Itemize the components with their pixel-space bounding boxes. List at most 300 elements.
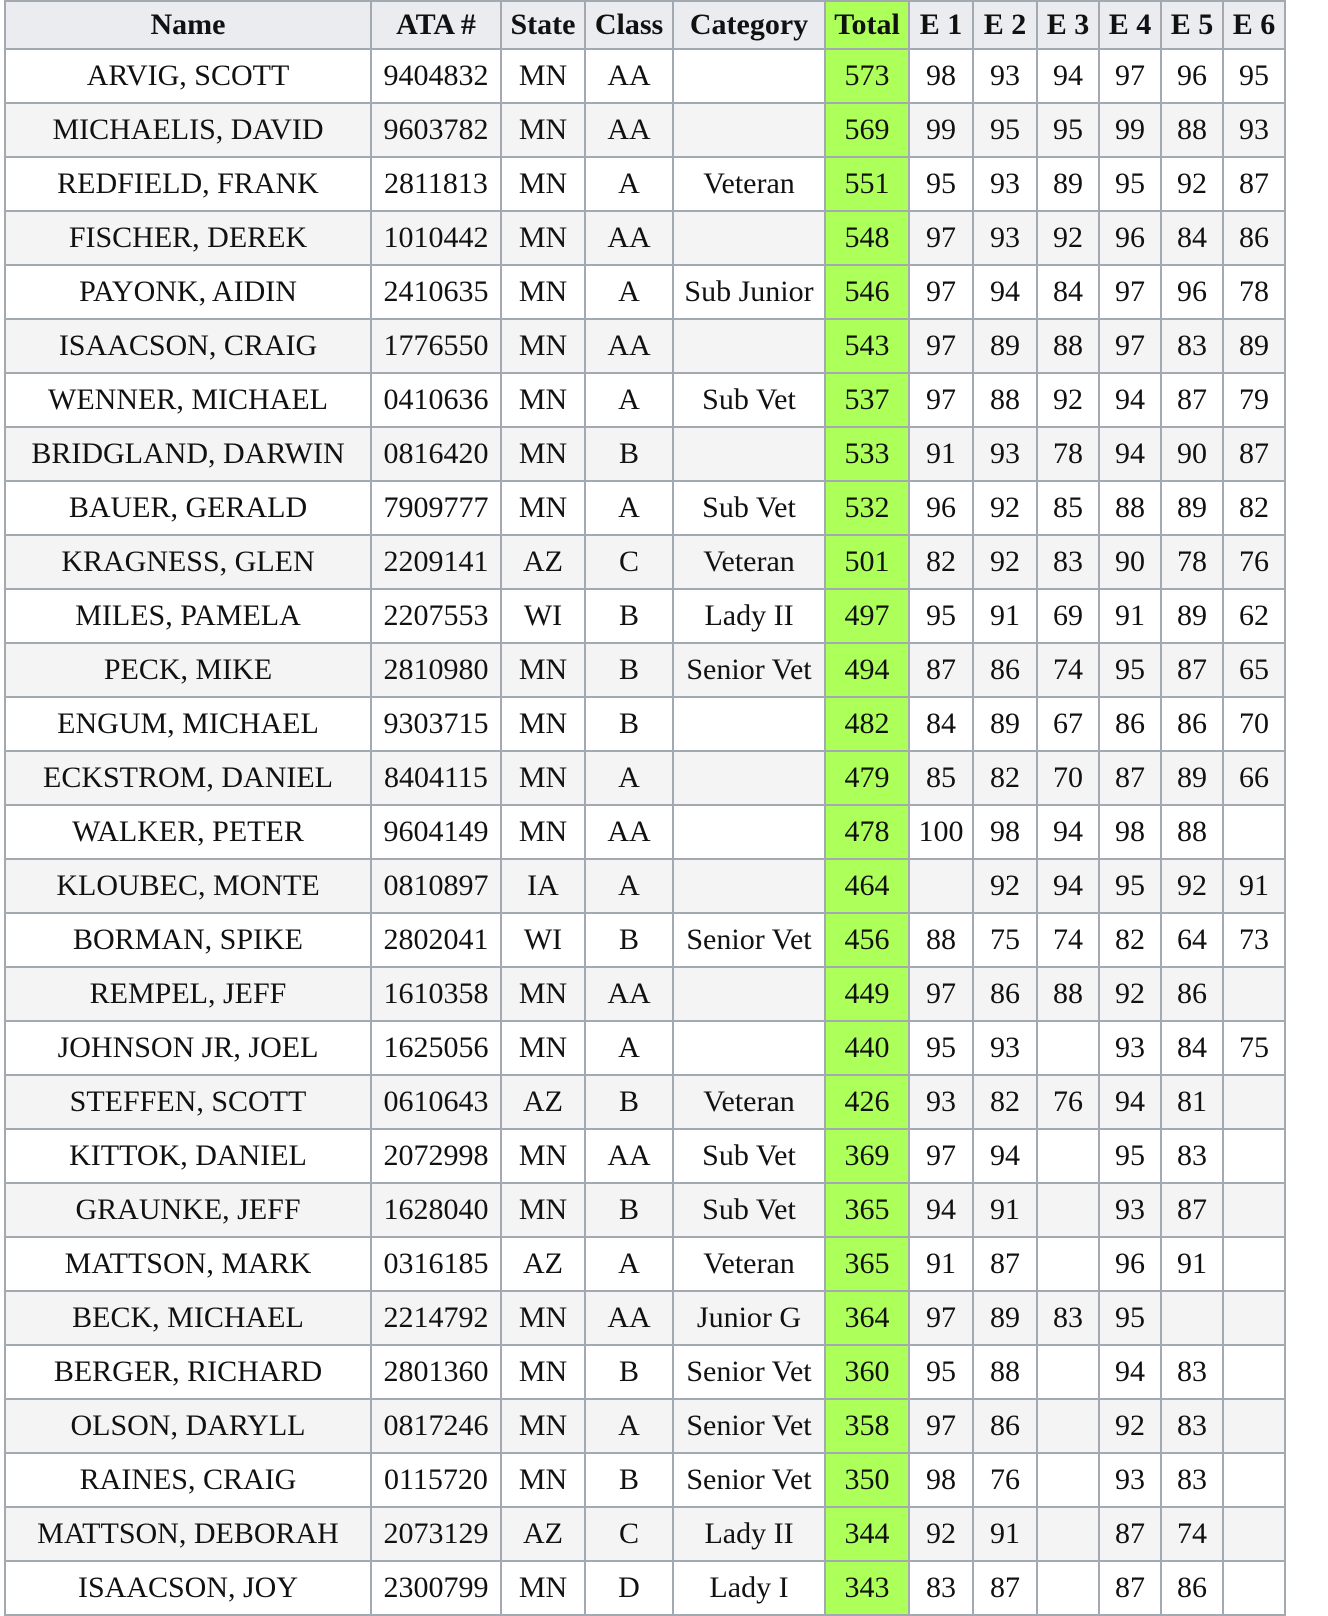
- table-row: [5, 1183, 1285, 1237]
- e2-cell: 92: [973, 481, 1037, 535]
- table-row: [5, 1291, 1285, 1345]
- name-cell: FISCHER, DEREK: [5, 211, 371, 265]
- name-cell: KLOUBEC, MONTE: [5, 859, 371, 913]
- total-cell: 350: [825, 1453, 909, 1507]
- e3-cell: 83: [1037, 1291, 1099, 1345]
- e6-cell: 87: [1223, 157, 1285, 211]
- e6-cell: [1223, 1561, 1285, 1615]
- e5-cell: 83: [1161, 319, 1223, 373]
- e4-cell: 97: [1099, 49, 1161, 103]
- e4-cell: 95: [1099, 1291, 1161, 1345]
- column-header-e3[interactable]: E 3: [1037, 1, 1099, 49]
- table-row: [5, 211, 1285, 265]
- category-cell: Lady I: [673, 1561, 825, 1615]
- e4-cell: 88: [1099, 481, 1161, 535]
- e3-cell: 94: [1037, 805, 1099, 859]
- e1-cell: 98: [909, 49, 973, 103]
- total-cell: 440: [825, 1021, 909, 1075]
- state-cell: AZ: [501, 535, 585, 589]
- name-cell: REMPEL, JEFF: [5, 967, 371, 1021]
- ata-cell: 1610358: [371, 967, 501, 1021]
- total-cell: 365: [825, 1183, 909, 1237]
- category-cell: Sub Junior: [673, 265, 825, 319]
- e3-cell: [1037, 1345, 1099, 1399]
- class-cell: A: [585, 1237, 673, 1291]
- e6-cell: [1223, 967, 1285, 1021]
- ata-cell: 2802041: [371, 913, 501, 967]
- e3-cell: [1037, 1021, 1099, 1075]
- category-cell: Veteran: [673, 157, 825, 211]
- state-cell: MN: [501, 49, 585, 103]
- class-cell: AA: [585, 103, 673, 157]
- class-cell: B: [585, 1183, 673, 1237]
- e5-cell: 89: [1161, 751, 1223, 805]
- ata-cell: 2207553: [371, 589, 501, 643]
- e5-cell: 86: [1161, 967, 1223, 1021]
- e1-cell: 91: [909, 1237, 973, 1291]
- e1-cell: 95: [909, 157, 973, 211]
- e2-cell: 86: [973, 1399, 1037, 1453]
- category-cell: [673, 427, 825, 481]
- ata-cell: 2073129: [371, 1507, 501, 1561]
- e6-cell: 66: [1223, 751, 1285, 805]
- e6-cell: 93: [1223, 103, 1285, 157]
- total-cell: 497: [825, 589, 909, 643]
- category-cell: [673, 967, 825, 1021]
- state-cell: MN: [501, 751, 585, 805]
- state-cell: MN: [501, 265, 585, 319]
- column-header-e4[interactable]: E 4: [1099, 1, 1161, 49]
- category-cell: [673, 319, 825, 373]
- e6-cell: 87: [1223, 427, 1285, 481]
- e4-cell: 94: [1099, 373, 1161, 427]
- category-cell: [673, 751, 825, 805]
- category-cell: Veteran: [673, 1237, 825, 1291]
- ata-cell: 2300799: [371, 1561, 501, 1615]
- column-header-total[interactable]: Total: [825, 1, 909, 49]
- name-cell: MATTSON, DEBORAH: [5, 1507, 371, 1561]
- total-cell: 537: [825, 373, 909, 427]
- state-cell: MN: [501, 1453, 585, 1507]
- column-header-class[interactable]: Class: [585, 1, 673, 49]
- e3-cell: 89: [1037, 157, 1099, 211]
- total-cell: 479: [825, 751, 909, 805]
- e5-cell: 83: [1161, 1453, 1223, 1507]
- e2-cell: 93: [973, 49, 1037, 103]
- e2-cell: 89: [973, 1291, 1037, 1345]
- total-cell: 426: [825, 1075, 909, 1129]
- class-cell: B: [585, 1345, 673, 1399]
- e1-cell: 95: [909, 1345, 973, 1399]
- e4-cell: 97: [1099, 319, 1161, 373]
- e4-cell: 94: [1099, 427, 1161, 481]
- class-cell: A: [585, 481, 673, 535]
- e5-cell: 89: [1161, 589, 1223, 643]
- table-row: [5, 1075, 1285, 1129]
- e1-cell: 87: [909, 643, 973, 697]
- ata-cell: 0810897: [371, 859, 501, 913]
- e3-cell: 92: [1037, 211, 1099, 265]
- e1-cell: 95: [909, 589, 973, 643]
- e4-cell: 96: [1099, 1237, 1161, 1291]
- ata-cell: 0817246: [371, 1399, 501, 1453]
- class-cell: AA: [585, 49, 673, 103]
- state-cell: MN: [501, 157, 585, 211]
- e6-cell: 73: [1223, 913, 1285, 967]
- state-cell: MN: [501, 1129, 585, 1183]
- e3-cell: [1037, 1237, 1099, 1291]
- table-row: [5, 481, 1285, 535]
- column-header-e1[interactable]: E 1: [909, 1, 973, 49]
- table-row: [5, 967, 1285, 1021]
- state-cell: MN: [501, 805, 585, 859]
- e2-cell: 87: [973, 1237, 1037, 1291]
- column-header-e6[interactable]: E 6: [1223, 1, 1285, 49]
- e3-cell: 88: [1037, 319, 1099, 373]
- state-cell: MN: [501, 1345, 585, 1399]
- e6-cell: [1223, 1237, 1285, 1291]
- e5-cell: 83: [1161, 1129, 1223, 1183]
- table-row: [5, 1129, 1285, 1183]
- category-cell: [673, 211, 825, 265]
- e3-cell: 74: [1037, 913, 1099, 967]
- e3-cell: 78: [1037, 427, 1099, 481]
- ata-cell: 1628040: [371, 1183, 501, 1237]
- e5-cell: 74: [1161, 1507, 1223, 1561]
- e6-cell: 76: [1223, 535, 1285, 589]
- e3-cell: 94: [1037, 859, 1099, 913]
- e3-cell: 85: [1037, 481, 1099, 535]
- class-cell: A: [585, 859, 673, 913]
- e6-cell: 75: [1223, 1021, 1285, 1075]
- e2-cell: 89: [973, 319, 1037, 373]
- name-cell: BERGER, RICHARD: [5, 1345, 371, 1399]
- e6-cell: [1223, 1453, 1285, 1507]
- ata-cell: 9603782: [371, 103, 501, 157]
- total-cell: 573: [825, 49, 909, 103]
- state-cell: MN: [501, 373, 585, 427]
- ata-cell: 0115720: [371, 1453, 501, 1507]
- name-cell: KRAGNESS, GLEN: [5, 535, 371, 589]
- state-cell: WI: [501, 589, 585, 643]
- column-header-category[interactable]: Category: [673, 1, 825, 49]
- category-cell: Veteran: [673, 1075, 825, 1129]
- category-cell: Senior Vet: [673, 1345, 825, 1399]
- state-cell: AZ: [501, 1237, 585, 1291]
- class-cell: A: [585, 751, 673, 805]
- e5-cell: 83: [1161, 1399, 1223, 1453]
- name-cell: JOHNSON JR, JOEL: [5, 1021, 371, 1075]
- name-cell: ISAACSON, JOY: [5, 1561, 371, 1615]
- class-cell: AA: [585, 319, 673, 373]
- e6-cell: 78: [1223, 265, 1285, 319]
- table-row: [5, 1507, 1285, 1561]
- total-cell: 364: [825, 1291, 909, 1345]
- ata-cell: 0816420: [371, 427, 501, 481]
- category-cell: Senior Vet: [673, 1453, 825, 1507]
- e1-cell: 85: [909, 751, 973, 805]
- e6-cell: 86: [1223, 211, 1285, 265]
- ata-cell: 1625056: [371, 1021, 501, 1075]
- ata-cell: 1776550: [371, 319, 501, 373]
- column-header-ata[interactable]: ATA #: [371, 1, 501, 49]
- e6-cell: [1223, 1507, 1285, 1561]
- name-cell: WALKER, PETER: [5, 805, 371, 859]
- e4-cell: 87: [1099, 1561, 1161, 1615]
- column-header-e5[interactable]: E 5: [1161, 1, 1223, 49]
- e2-cell: 75: [973, 913, 1037, 967]
- class-cell: AA: [585, 805, 673, 859]
- e5-cell: 78: [1161, 535, 1223, 589]
- table-row: [5, 319, 1285, 373]
- name-cell: MILES, PAMELA: [5, 589, 371, 643]
- name-cell: PECK, MIKE: [5, 643, 371, 697]
- class-cell: AA: [585, 211, 673, 265]
- e3-cell: 74: [1037, 643, 1099, 697]
- ata-cell: 2410635: [371, 265, 501, 319]
- e6-cell: [1223, 1183, 1285, 1237]
- e4-cell: 87: [1099, 751, 1161, 805]
- e4-cell: 92: [1099, 1399, 1161, 1453]
- category-cell: Senior Vet: [673, 643, 825, 697]
- total-cell: 551: [825, 157, 909, 211]
- total-cell: 365: [825, 1237, 909, 1291]
- e1-cell: 83: [909, 1561, 973, 1615]
- e4-cell: 95: [1099, 859, 1161, 913]
- class-cell: AA: [585, 967, 673, 1021]
- ata-cell: 2072998: [371, 1129, 501, 1183]
- ata-cell: 0410636: [371, 373, 501, 427]
- category-cell: Senior Vet: [673, 913, 825, 967]
- e6-cell: 62: [1223, 589, 1285, 643]
- e1-cell: 99: [909, 103, 973, 157]
- e4-cell: 96: [1099, 211, 1161, 265]
- column-header-e2[interactable]: E 2: [973, 1, 1037, 49]
- class-cell: A: [585, 265, 673, 319]
- total-cell: 543: [825, 319, 909, 373]
- total-cell: 533: [825, 427, 909, 481]
- name-cell: BAUER, GERALD: [5, 481, 371, 535]
- state-cell: AZ: [501, 1507, 585, 1561]
- category-cell: Lady II: [673, 1507, 825, 1561]
- e3-cell: [1037, 1453, 1099, 1507]
- e1-cell: 97: [909, 967, 973, 1021]
- table-row: [5, 1453, 1285, 1507]
- e5-cell: 92: [1161, 157, 1223, 211]
- e1-cell: 84: [909, 697, 973, 751]
- state-cell: MN: [501, 1021, 585, 1075]
- e4-cell: 93: [1099, 1183, 1161, 1237]
- name-cell: RAINES, CRAIG: [5, 1453, 371, 1507]
- category-cell: Sub Vet: [673, 1183, 825, 1237]
- state-cell: AZ: [501, 1075, 585, 1129]
- e5-cell: 90: [1161, 427, 1223, 481]
- e4-cell: 94: [1099, 1345, 1161, 1399]
- name-cell: BORMAN, SPIKE: [5, 913, 371, 967]
- e6-cell: 65: [1223, 643, 1285, 697]
- total-cell: 548: [825, 211, 909, 265]
- table-body: [5, 49, 1285, 1615]
- total-cell: 494: [825, 643, 909, 697]
- name-cell: ISAACSON, CRAIG: [5, 319, 371, 373]
- e5-cell: 88: [1161, 103, 1223, 157]
- ata-cell: 2811813: [371, 157, 501, 211]
- e5-cell: 86: [1161, 697, 1223, 751]
- table-row: [5, 913, 1285, 967]
- e1-cell: 95: [909, 1021, 973, 1075]
- e5-cell: 87: [1161, 1183, 1223, 1237]
- e4-cell: 97: [1099, 265, 1161, 319]
- class-cell: B: [585, 643, 673, 697]
- e4-cell: 95: [1099, 643, 1161, 697]
- e1-cell: 97: [909, 1399, 973, 1453]
- category-cell: [673, 49, 825, 103]
- category-cell: [673, 103, 825, 157]
- scores-table: [4, 0, 1286, 1616]
- total-cell: 501: [825, 535, 909, 589]
- table-row: [5, 49, 1285, 103]
- e4-cell: 91: [1099, 589, 1161, 643]
- e2-cell: 76: [973, 1453, 1037, 1507]
- e1-cell: 97: [909, 373, 973, 427]
- category-cell: Sub Vet: [673, 481, 825, 535]
- class-cell: A: [585, 1399, 673, 1453]
- table-row: [5, 103, 1285, 157]
- state-cell: MN: [501, 1561, 585, 1615]
- e3-cell: 94: [1037, 49, 1099, 103]
- e4-cell: 98: [1099, 805, 1161, 859]
- e3-cell: 88: [1037, 967, 1099, 1021]
- e1-cell: 88: [909, 913, 973, 967]
- e4-cell: 93: [1099, 1021, 1161, 1075]
- state-cell: WI: [501, 913, 585, 967]
- category-cell: [673, 805, 825, 859]
- table-row: [5, 265, 1285, 319]
- ata-cell: 9303715: [371, 697, 501, 751]
- e1-cell: 92: [909, 1507, 973, 1561]
- total-cell: 532: [825, 481, 909, 535]
- e5-cell: 86: [1161, 1561, 1223, 1615]
- ata-cell: 9604149: [371, 805, 501, 859]
- e2-cell: 93: [973, 157, 1037, 211]
- e3-cell: [1037, 1399, 1099, 1453]
- class-cell: B: [585, 427, 673, 481]
- e2-cell: 93: [973, 211, 1037, 265]
- e4-cell: 94: [1099, 1075, 1161, 1129]
- class-cell: B: [585, 1453, 673, 1507]
- ata-cell: 2209141: [371, 535, 501, 589]
- state-cell: MN: [501, 1399, 585, 1453]
- state-cell: MN: [501, 643, 585, 697]
- state-cell: MN: [501, 427, 585, 481]
- table-row: [5, 805, 1285, 859]
- e1-cell: 93: [909, 1075, 973, 1129]
- state-cell: MN: [501, 103, 585, 157]
- header-row: [5, 1, 1285, 49]
- table-row: [5, 427, 1285, 481]
- e2-cell: 91: [973, 589, 1037, 643]
- ata-cell: 2214792: [371, 1291, 501, 1345]
- total-cell: 456: [825, 913, 909, 967]
- e5-cell: 96: [1161, 49, 1223, 103]
- ata-cell: 0316185: [371, 1237, 501, 1291]
- e4-cell: 99: [1099, 103, 1161, 157]
- table-row: [5, 1237, 1285, 1291]
- e5-cell: 88: [1161, 805, 1223, 859]
- e5-cell: 92: [1161, 859, 1223, 913]
- e3-cell: 92: [1037, 373, 1099, 427]
- column-header-state[interactable]: State: [501, 1, 585, 49]
- name-cell: OLSON, DARYLL: [5, 1399, 371, 1453]
- e2-cell: 94: [973, 265, 1037, 319]
- name-cell: KITTOK, DANIEL: [5, 1129, 371, 1183]
- e6-cell: 70: [1223, 697, 1285, 751]
- category-cell: [673, 1021, 825, 1075]
- state-cell: MN: [501, 481, 585, 535]
- ata-cell: 1010442: [371, 211, 501, 265]
- table-row: [5, 589, 1285, 643]
- name-cell: GRAUNKE, JEFF: [5, 1183, 371, 1237]
- e6-cell: [1223, 1399, 1285, 1453]
- category-cell: Senior Vet: [673, 1399, 825, 1453]
- category-cell: [673, 859, 825, 913]
- e3-cell: [1037, 1129, 1099, 1183]
- table-row: [5, 751, 1285, 805]
- e2-cell: 82: [973, 751, 1037, 805]
- category-cell: [673, 697, 825, 751]
- class-cell: C: [585, 535, 673, 589]
- e5-cell: 81: [1161, 1075, 1223, 1129]
- total-cell: 546: [825, 265, 909, 319]
- e3-cell: 84: [1037, 265, 1099, 319]
- e4-cell: 86: [1099, 697, 1161, 751]
- name-cell: REDFIELD, FRANK: [5, 157, 371, 211]
- name-cell: ARVIG, SCOTT: [5, 49, 371, 103]
- state-cell: MN: [501, 211, 585, 265]
- category-cell: Veteran: [673, 535, 825, 589]
- name-cell: PAYONK, AIDIN: [5, 265, 371, 319]
- total-cell: 343: [825, 1561, 909, 1615]
- table-row: [5, 697, 1285, 751]
- e3-cell: 67: [1037, 697, 1099, 751]
- table-row: [5, 643, 1285, 697]
- class-cell: A: [585, 157, 673, 211]
- e2-cell: 98: [973, 805, 1037, 859]
- name-cell: WENNER, MICHAEL: [5, 373, 371, 427]
- column-header-name[interactable]: Name: [5, 1, 371, 49]
- table-row: [5, 1345, 1285, 1399]
- e3-cell: 95: [1037, 103, 1099, 157]
- e5-cell: 87: [1161, 373, 1223, 427]
- e2-cell: 94: [973, 1129, 1037, 1183]
- e2-cell: 82: [973, 1075, 1037, 1129]
- e4-cell: 95: [1099, 1129, 1161, 1183]
- name-cell: ENGUM, MICHAEL: [5, 697, 371, 751]
- e2-cell: 87: [973, 1561, 1037, 1615]
- e6-cell: 79: [1223, 373, 1285, 427]
- e2-cell: 89: [973, 697, 1037, 751]
- table-row: [5, 157, 1285, 211]
- e1-cell: 97: [909, 319, 973, 373]
- e1-cell: 94: [909, 1183, 973, 1237]
- class-cell: B: [585, 913, 673, 967]
- e6-cell: [1223, 1345, 1285, 1399]
- e5-cell: 89: [1161, 481, 1223, 535]
- ata-cell: 7909777: [371, 481, 501, 535]
- class-cell: C: [585, 1507, 673, 1561]
- e6-cell: 91: [1223, 859, 1285, 913]
- state-cell: IA: [501, 859, 585, 913]
